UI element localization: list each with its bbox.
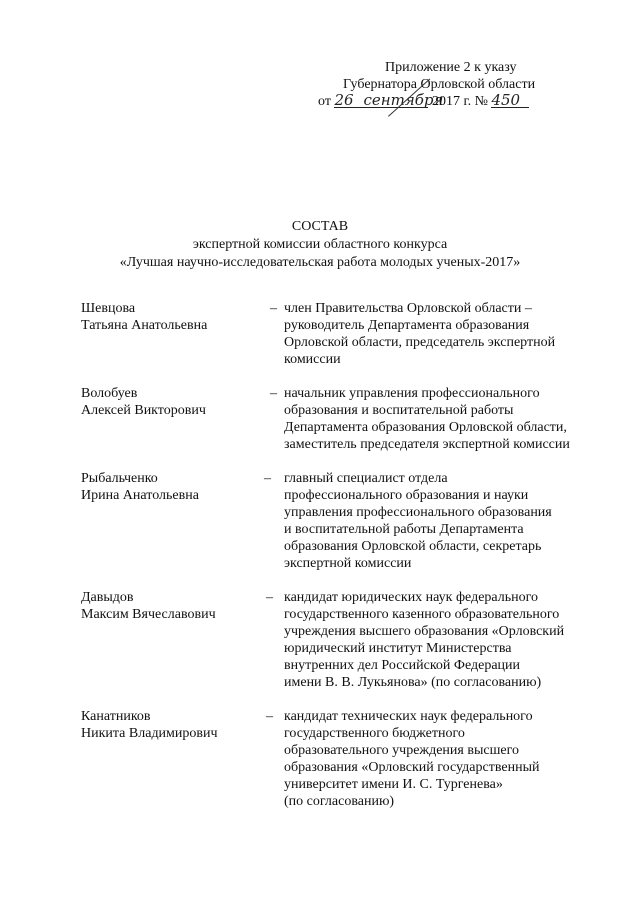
members-list [81, 300, 581, 810]
member-entry [81, 470, 581, 572]
member-name [81, 708, 261, 742]
member-name [81, 385, 261, 419]
handwritten-day: 26 [334, 93, 363, 108]
annex-date-line [318, 93, 558, 110]
member-entry [81, 385, 581, 453]
member-entry [81, 300, 581, 368]
member-surname: Канатников [81, 709, 151, 724]
role-line: экспертной комиссии [284, 556, 412, 571]
member-dash: – [270, 301, 277, 316]
role-line: Департамента образования Орловской области, [284, 420, 567, 435]
role-line: образовательного учреждения высшего [284, 743, 519, 758]
role-line: руководитель Департамента образования [284, 318, 530, 333]
member-name [81, 470, 261, 504]
document-title [0, 218, 640, 272]
member-surname: Волобуев [81, 386, 138, 401]
role-line: образования и воспитательной работы [284, 403, 514, 418]
role-line: член Правительства Орловской области – [284, 301, 532, 316]
handwritten-month: сентября [363, 91, 444, 109]
member-surname: Давыдов [81, 590, 134, 605]
member-given-names: Максим Вячеславович [81, 607, 216, 622]
member-role [284, 385, 581, 453]
member-role [284, 470, 581, 572]
role-line: главный специалист отдела [284, 471, 448, 486]
member-role [284, 589, 581, 691]
title-line-1: экспертной комиссии областного конкурса [192, 237, 448, 252]
member-entry [81, 589, 581, 691]
member-entry [81, 708, 581, 810]
member-given-names: Ирина Анатольевна [81, 488, 199, 503]
member-name [81, 300, 261, 334]
role-line: кандидат юридических наук федерального [284, 590, 539, 605]
member-dash: – [270, 386, 277, 401]
member-role [284, 708, 581, 810]
role-line: государственного казенного образовательного [284, 607, 560, 622]
role-line: комиссии [284, 352, 341, 367]
role-line: университет имени И. С. Тургенева» [284, 777, 503, 792]
date-prefix: от [318, 94, 331, 109]
handwritten-number: 450 [491, 93, 529, 108]
member-role [284, 300, 581, 368]
member-dash: – [266, 709, 273, 724]
role-line: образования «Орловский государственный [284, 760, 540, 775]
member-given-names: Никита Владимирович [81, 726, 218, 741]
role-line: имени В. В. Лукьянова» (по согласованию) [284, 675, 542, 690]
annex-line-1: Приложение 2 к указу [385, 60, 517, 75]
role-line: внутренних дел Российской Федерации [284, 658, 521, 673]
role-line: профессионального образования и науки [284, 488, 529, 503]
member-name [81, 589, 261, 623]
annex-header [318, 59, 558, 110]
role-line: начальник управления профессионального [284, 386, 540, 401]
role-line: и воспитательной работы Департамента [284, 522, 524, 537]
role-line: кандидат технических наук федерального [284, 709, 533, 724]
role-line: Орловской области, председатель экспертной [284, 335, 556, 350]
member-surname: Шевцова [81, 301, 136, 316]
member-surname: Рыбальченко [81, 471, 158, 486]
title-line-2: «Лучшая научно-исследовательская работа молодых ученых-2017» [119, 255, 521, 270]
role-line: государственного бюджетного [284, 726, 465, 741]
role-line: (по согласованию) [284, 794, 395, 809]
role-line: образования Орловской области, секретарь [284, 539, 542, 554]
role-line: учреждения высшего образования «Орловский [284, 624, 565, 639]
date-year-suffix: 2017 г. № [431, 94, 488, 109]
member-dash: – [264, 471, 271, 486]
role-line: юридический институт Министерства [284, 641, 512, 656]
member-given-names: Алексей Викторович [81, 403, 206, 418]
member-dash: – [266, 590, 273, 605]
annex-line-2: Губернатора Орловской области [343, 77, 536, 92]
role-line: заместитель председателя экспертной комиссии [284, 437, 570, 452]
title-heading: СОСТАВ [291, 219, 349, 234]
member-given-names: Татьяна Анатольевна [81, 318, 208, 333]
role-line: управления профессионального образования [284, 505, 552, 520]
